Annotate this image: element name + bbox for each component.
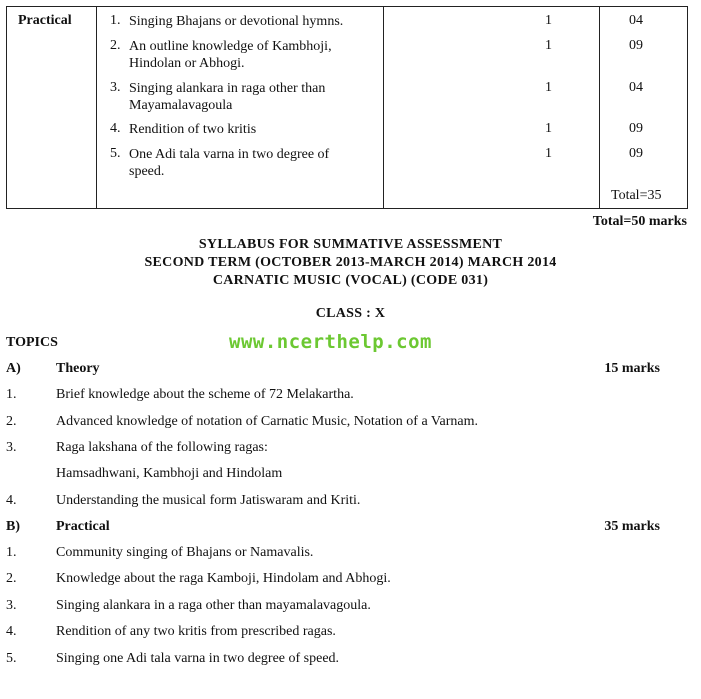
practical-marks-table: Practical 1. Singing Bhajans or devotional hymns. 1 04 2. An outline knowledge of Kambhoji, Hindolan or Abhogi. 1 09 3. Singing alankara in raga other than Mayamalavagoula 1 04 4. Rendition of two kritis 1 09 5. One Adi tala varna in two degree of speed. 1 09 Total=35 bbox=[6, 6, 688, 209]
list-item: Knowledge about the raga Kamboji, Hindolam and Abhogi. bbox=[56, 571, 391, 586]
class-heading: CLASS : X bbox=[315, 306, 386, 321]
list-item: Rendition of any two kritis from prescribed ragas. bbox=[56, 624, 336, 639]
grand-total: Total=50 marks bbox=[592, 214, 687, 229]
list-item: Singing one Adi tala varna in two degree of speed. bbox=[56, 651, 340, 666]
section-title: Practical bbox=[56, 519, 110, 534]
section-marks: 15 marks bbox=[604, 361, 660, 376]
list-item: Community singing of Bhajans or Namavalis. bbox=[56, 545, 314, 560]
section-letter: B) bbox=[6, 519, 20, 534]
table-divider bbox=[599, 7, 600, 208]
section-title: Theory bbox=[56, 361, 100, 376]
table-section-label: Practical bbox=[18, 13, 72, 28]
subject-heading: CARNATIC MUSIC (VOCAL) (CODE 031) bbox=[212, 273, 489, 288]
list-item-number: 3. bbox=[6, 440, 17, 455]
list-item: Hamsadhwani, Kambhoji and Hindolam bbox=[56, 466, 283, 481]
syllabus-heading: SYLLABUS FOR SUMMATIVE ASSESSMENT bbox=[198, 237, 503, 252]
list-item: Understanding the musical form Jatiswaram and Kriti. bbox=[56, 493, 361, 508]
table-divider bbox=[383, 7, 384, 208]
watermark: www.ncerthelp.com bbox=[229, 331, 432, 353]
list-item-number: 1. bbox=[6, 387, 17, 402]
list-item-number: 2. bbox=[6, 571, 17, 586]
section-marks: 35 marks bbox=[604, 519, 660, 534]
list-item: Raga lakshana of the following ragas: bbox=[56, 440, 268, 455]
list-item: Brief knowledge about the scheme of 72 Melakartha. bbox=[56, 387, 354, 402]
list-item-number: 3. bbox=[6, 598, 17, 613]
section-letter: A) bbox=[6, 361, 21, 376]
list-item-number: 4. bbox=[6, 493, 17, 508]
table-divider bbox=[96, 7, 97, 208]
list-item-number: 1. bbox=[6, 545, 17, 560]
list-item-number: 5. bbox=[6, 651, 17, 666]
term-heading: SECOND TERM (OCTOBER 2013-MARCH 2014) MARCH 2014 bbox=[144, 255, 557, 270]
list-item: Advanced knowledge of notation of Carnatic Music, Notation of a Varnam. bbox=[56, 414, 478, 429]
list-item: Singing alankara in a raga other than mayamalavagoula. bbox=[56, 598, 371, 613]
list-item-number: 2. bbox=[6, 414, 17, 429]
table-total: Total=35 bbox=[611, 188, 662, 203]
topics-label: TOPICS bbox=[6, 335, 58, 350]
list-item-number: 4. bbox=[6, 624, 17, 639]
